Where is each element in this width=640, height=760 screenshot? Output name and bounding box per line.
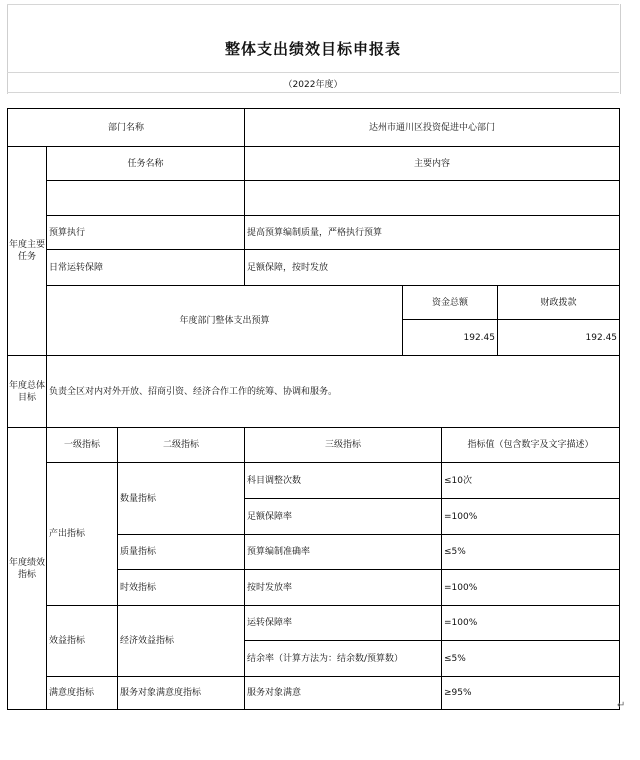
indicator-level3: 科目调整次数: [245, 463, 442, 499]
indicator-header-level1: 一级指标: [47, 428, 118, 463]
indicator-value: ≤10次: [442, 463, 620, 499]
task-name-cell: 日常运转保障: [47, 250, 245, 286]
budget-value-total: 192.45: [403, 320, 498, 356]
page-title: 整体支出绩效目标申报表: [224, 40, 401, 58]
indicator-level3: 足额保障率: [245, 499, 442, 535]
indicator-level2: 数量指标: [118, 463, 245, 535]
budget-header-total: 资金总额: [403, 286, 498, 320]
indicator-value: ≥95%: [442, 677, 620, 710]
divider: [7, 92, 619, 93]
task-name-header: 任务名称: [47, 147, 245, 181]
dept-name-value: 达州市通川区投资促进中心部门: [245, 109, 620, 147]
indicator-level3: 服务对象满意: [245, 677, 442, 710]
indicator-header-level3: 三级指标: [245, 428, 442, 463]
overall-goal-text: 负责全区对内对外开放、招商引资、经济合作工作的统筹、协调和服务。: [47, 356, 620, 428]
budget-value-fiscal: 192.45: [498, 320, 620, 356]
paragraph-mark-icon: ↵: [617, 700, 626, 711]
task-content-header: 主要内容: [245, 147, 620, 181]
task-content-cell: 足额保障，按时发放: [245, 250, 620, 286]
year-label: （2022年度）: [283, 80, 343, 90]
indicator-value: =100%: [442, 606, 620, 641]
indicator-level1: 效益指标: [47, 606, 118, 677]
indicator-level3: 预算编制准确率: [245, 535, 442, 570]
overall-goal-label: 年度总体目标: [8, 356, 47, 428]
indicator-value: ≤5%: [442, 641, 620, 677]
indicator-header-value: 指标值（包含数字及文字描述）: [442, 428, 620, 463]
indicator-value: =100%: [442, 499, 620, 535]
indicator-value: ≤5%: [442, 535, 620, 570]
indicator-level2: 时效指标: [118, 570, 245, 606]
performance-table: [7, 108, 620, 710]
indicator-level1: 产出指标: [47, 463, 118, 606]
divider: [7, 4, 619, 5]
indicators-label: 年度绩效指标: [8, 428, 47, 710]
task-name-cell: 预算执行: [47, 216, 245, 250]
indicator-level2: 经济效益指标: [118, 606, 245, 677]
dept-name-label: 部门名称: [8, 109, 245, 147]
indicator-level2: 质量指标: [118, 535, 245, 570]
indicator-level3: 运转保障率: [245, 606, 442, 641]
task-name-cell: [47, 181, 245, 216]
indicator-level3: 按时发放率: [245, 570, 442, 606]
task-content-cell: 提高预算编制质量，严格执行预算: [245, 216, 620, 250]
budget-header-fiscal: 财政拨款: [498, 286, 620, 320]
indicator-level3: 结余率（计算方法为：结余数/预算数）: [245, 641, 442, 677]
indicator-level2: 服务对象满意度指标: [118, 677, 245, 710]
budget-label: 年度部门整体支出预算: [47, 286, 403, 356]
indicator-header-level2: 二级指标: [118, 428, 245, 463]
indicator-value: =100%: [442, 570, 620, 606]
task-content-cell: [245, 181, 620, 216]
annual-tasks-label: 年度主要任务: [8, 147, 47, 356]
divider: [7, 72, 619, 73]
indicator-level1: 满意度指标: [47, 677, 118, 710]
